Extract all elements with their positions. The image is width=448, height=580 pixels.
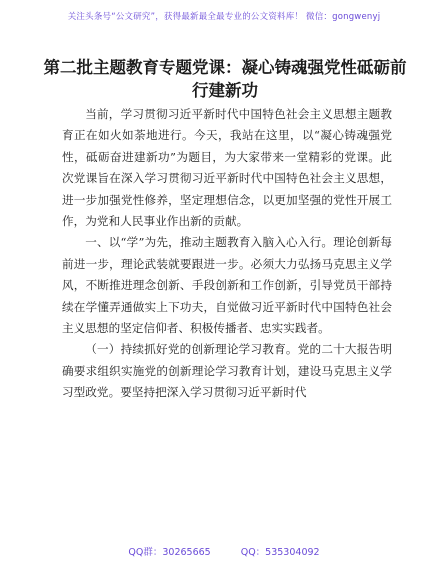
paragraph-intro: 当前，学习贯彻习近平新时代中国特色社会主义思想主题教育正在如火如荼地进行。今天，我站在这里，以“凝心铸魂强党性，砥砺奋进建新功”为题目，为大家带来一堂精彩的党课。此次党课旨在深入学习贯彻习近平新时代中国特色社会主义思想，进一步加强党性修养，坚定理想信念，以更加坚强的党性开展工作，为党和人民事业作出新的贡献。: [62, 107, 392, 229]
document-title: 第二批主题教育专题党课：凝心铸魂强党性砥砺前行建新功: [43, 58, 407, 100]
footer-qq-group: QQ群：30265665: [128, 547, 211, 558]
footer: [0, 544, 448, 558]
footer-qq: QQ：535304092: [240, 547, 320, 558]
top-banner: 关注头条号“公文研究”，获得最新最全最专业的公文资料库！ 微信：gongwenyj: [67, 12, 381, 22]
paragraph-subsection-1: （一）持续抓好党的创新理论学习教育。党的二十大报告明确要求组织实施党的创新理论学习教育计划，建设马克思主义学习型政党。要坚持把深入学习贯彻习近平新时代: [62, 342, 392, 400]
document-body: [62, 104, 392, 404]
paragraph-section-1: 一、以“学”为先，推动主题教育入脑入心入行。理论创新每前进一步，理论武装就要跟进一步。必须大力弘扬马克思主义学风，不断推进理念创新、手段创新和工作创新，引导党员干部持续在学懂弄通做实上下功夫，自觉做习近平新时代中国特色社会主义思想的坚定信仰者、积极传播者、忠实实践者。: [62, 235, 392, 336]
